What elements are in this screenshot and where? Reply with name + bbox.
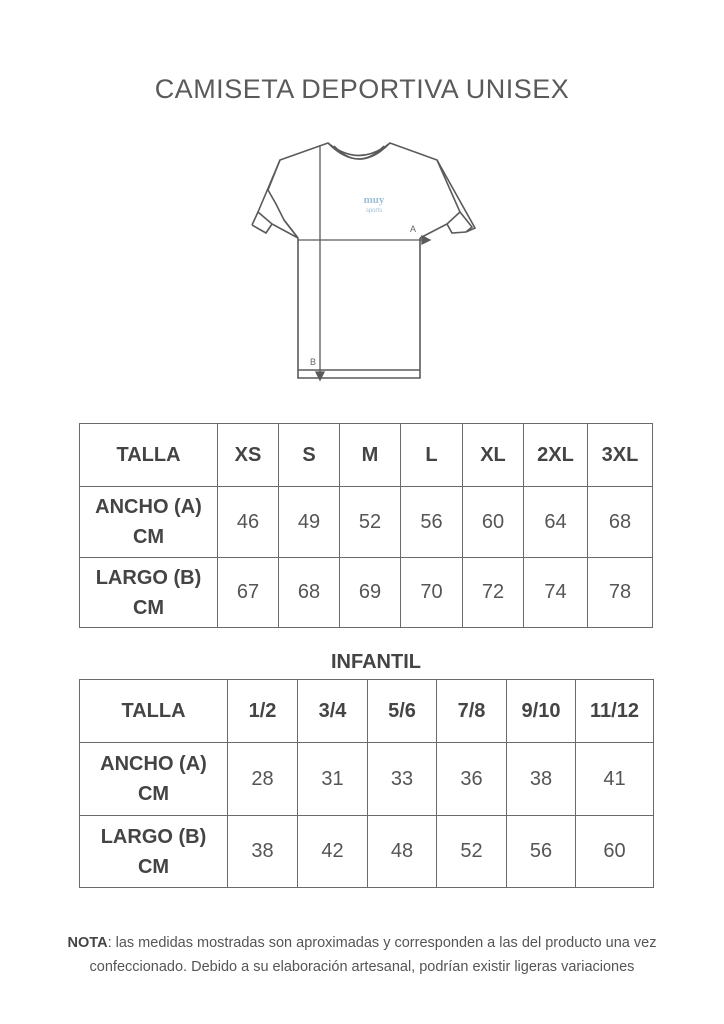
table-cell: 60 xyxy=(576,816,654,888)
header-cell: 5/6 xyxy=(368,680,437,743)
table-cell: 74 xyxy=(524,558,588,628)
label-b: B xyxy=(310,357,317,367)
adult-size-table xyxy=(79,423,653,628)
table-cell: 52 xyxy=(437,816,507,888)
table-row xyxy=(80,743,654,816)
row-label: LARGO (B) CM xyxy=(80,558,218,628)
table-cell: 72 xyxy=(463,558,524,628)
table-row xyxy=(80,558,653,628)
note-line2: confeccionado. Debido a su elaboración artesanal, podrían existir ligeras variaciones xyxy=(89,959,635,975)
row-label: ANCHO (A) CM xyxy=(80,743,228,816)
adult-header-row xyxy=(80,424,653,487)
brand-logo-sub: sports xyxy=(365,208,383,214)
header-cell: XS xyxy=(218,424,279,487)
table-cell: 68 xyxy=(279,558,340,628)
brand-logo: muy xyxy=(363,194,385,206)
table-cell: 28 xyxy=(228,743,298,816)
kids-section-title: INFANTIL xyxy=(331,651,421,673)
header-cell: 9/10 xyxy=(507,680,576,743)
table-cell: 33 xyxy=(368,743,437,816)
table-cell: 38 xyxy=(507,743,576,816)
table-cell: 38 xyxy=(228,816,298,888)
header-cell: XL xyxy=(463,424,524,487)
header-cell: S xyxy=(279,424,340,487)
kids-header-row xyxy=(80,680,654,743)
note-line1: : las medidas mostradas son aproximadas y corresponden a las del producto una vez xyxy=(107,935,657,951)
table-cell: 67 xyxy=(218,558,279,628)
note-label: NOTA xyxy=(67,935,108,951)
header-cell: 3/4 xyxy=(298,680,368,743)
table-cell: 48 xyxy=(368,816,437,888)
table-cell: 42 xyxy=(298,816,368,888)
header-cell: 3XL xyxy=(588,424,653,487)
table-cell: 64 xyxy=(524,487,588,558)
header-cell: L xyxy=(401,424,463,487)
page-title: CAMISETA DEPORTIVA UNISEX xyxy=(154,74,570,104)
table-cell: 49 xyxy=(279,487,340,558)
table-row xyxy=(80,816,654,888)
table-cell: 31 xyxy=(298,743,368,816)
header-cell: M xyxy=(340,424,401,487)
header-cell: 2XL xyxy=(524,424,588,487)
header-cell: TALLA xyxy=(80,680,228,743)
table-cell: 69 xyxy=(340,558,401,628)
table-cell: 78 xyxy=(588,558,653,628)
footnote xyxy=(30,931,694,979)
kids-size-table xyxy=(79,679,654,888)
table-cell: 60 xyxy=(463,487,524,558)
table-cell: 46 xyxy=(218,487,279,558)
header-cell: TALLA xyxy=(80,424,218,487)
table-cell: 68 xyxy=(588,487,653,558)
table-cell: 70 xyxy=(401,558,463,628)
table-cell: 56 xyxy=(401,487,463,558)
row-label: ANCHO (A) CM xyxy=(80,487,218,558)
header-cell: 7/8 xyxy=(437,680,507,743)
table-cell: 52 xyxy=(340,487,401,558)
table-cell: 36 xyxy=(437,743,507,816)
row-label: LARGO (B) CM xyxy=(80,816,228,888)
header-cell: 11/12 xyxy=(576,680,654,743)
table-row xyxy=(80,487,653,558)
tshirt-diagram xyxy=(240,130,490,390)
table-cell: 41 xyxy=(576,743,654,816)
label-a: A xyxy=(410,224,417,234)
header-cell: 1/2 xyxy=(228,680,298,743)
table-cell: 56 xyxy=(507,816,576,888)
